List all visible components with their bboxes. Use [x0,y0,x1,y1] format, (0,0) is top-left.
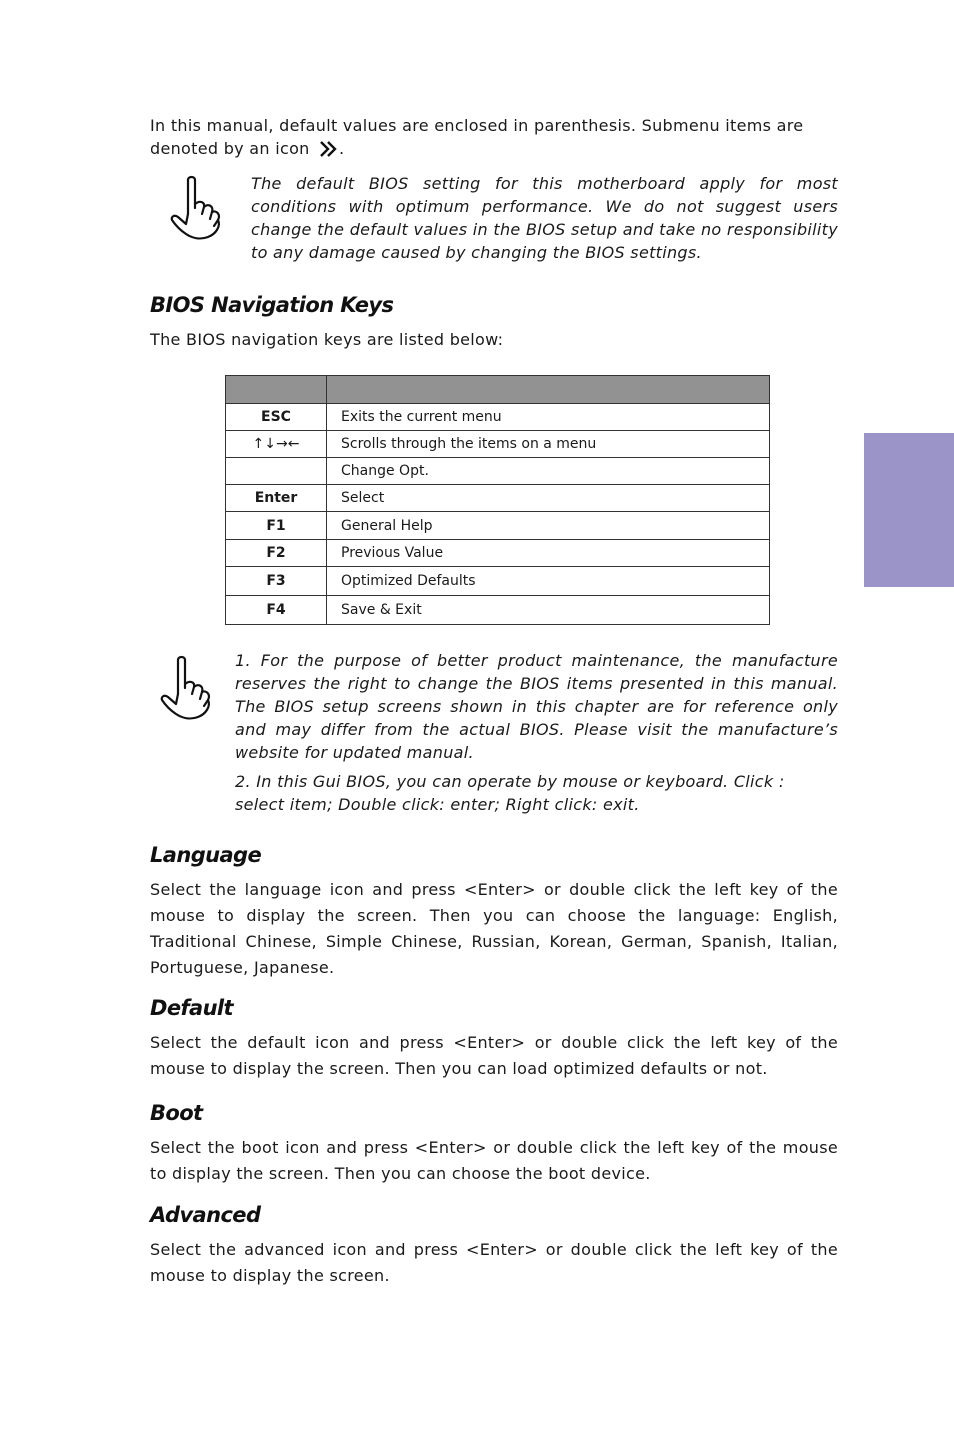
key-cell: F3 [226,567,327,596]
table-row [226,431,770,458]
intro-paragraph: In this manual, default values are enclosed in parenthesis. Submenu items are denoted by an icon . [150,116,804,158]
desc-cell: Save & Exit [327,596,770,625]
desc-cell: Change Opt. [327,458,770,485]
desc-cell: Select [327,485,770,512]
desc-cell: General Help [327,512,770,540]
table-row [226,567,770,596]
heading-default: Default [150,996,233,1020]
default-paragraph: Select the default icon and press <Enter> or double click the left key of the mouse to display the screen. Then you can load optimized defaults or not. [150,1033,838,1078]
desc-cell: Exits the current menu [327,404,770,431]
intro-line-2: denoted by an icon [150,139,310,158]
key-cell: Enter [226,485,327,512]
heading-boot: Boot [150,1101,203,1125]
nav-intro: The BIOS navigation keys are listed below: [150,330,504,349]
key-cell: ↑↓→← [226,431,327,458]
table-row [226,512,770,540]
key-cell: F2 [226,540,327,567]
pointing-hand-icon [168,174,226,244]
key-cell [226,458,327,485]
key-cell: F4 [226,596,327,625]
heading-bios-navigation-keys: BIOS Navigation Keys [150,293,394,317]
table-row [226,458,770,485]
desc-cell: Previous Value [327,540,770,567]
table-row [226,485,770,512]
key-cell: ESC [226,404,327,431]
advanced-paragraph: Select the advanced icon and press <Enter> or double click the left key of the mouse to display the screen. [150,1240,838,1285]
table-row [226,596,770,625]
note-default-bios: The default BIOS setting for this motherboard apply for most conditions with optimum performance. We do not suggest users change the default values in the BIOS setup and take no responsibility to any damage caused by changing the BIOS settings. [251,174,838,262]
note-gui-operation: 2. In this Gui BIOS, you can operate by mouse or keyboard. Click : select item; Double click: enter; Right click: exit. [235,772,785,814]
intro-line-1: In this manual, default values are enclosed in parenthesis. Submenu items are [150,116,804,135]
pointing-hand-icon [158,654,216,724]
table-header-function [327,376,770,404]
heading-language: Language [150,843,262,867]
boot-paragraph: Select the boot icon and press <Enter> or double click the left key of the mouse to display the screen. Then you can choose the boot device. [150,1138,838,1183]
note-bios-disclaimer: 1. For the purpose of better product maintenance, the manufacture reserves the right to change the BIOS items presented in this manual. The BIOS setup screens shown in this chapter are for reference only and may differ from the actual BIOS. Please visit the manufacture’s website for updated manual. [235,651,838,762]
double-chevron-right-icon [319,141,339,157]
table-row [226,540,770,567]
table-header-key [226,376,327,404]
table-header-row [226,376,770,404]
chapter-side-tab [864,433,954,587]
language-paragraph: Select the language icon and press <Enter> or double click the left key of the mouse to display the screen. Then you can choose the language: English, Traditional Chinese, Simple Chinese, Russian, Korean, German, Spanish, Italian, Portuguese, Japanese. [150,880,838,977]
table-row [226,404,770,431]
desc-cell: Optimized Defaults [327,567,770,596]
desc-cell: Scrolls through the items on a menu [327,431,770,458]
navigation-keys-table [225,375,770,625]
key-cell: F1 [226,512,327,540]
heading-advanced: Advanced [150,1203,261,1227]
